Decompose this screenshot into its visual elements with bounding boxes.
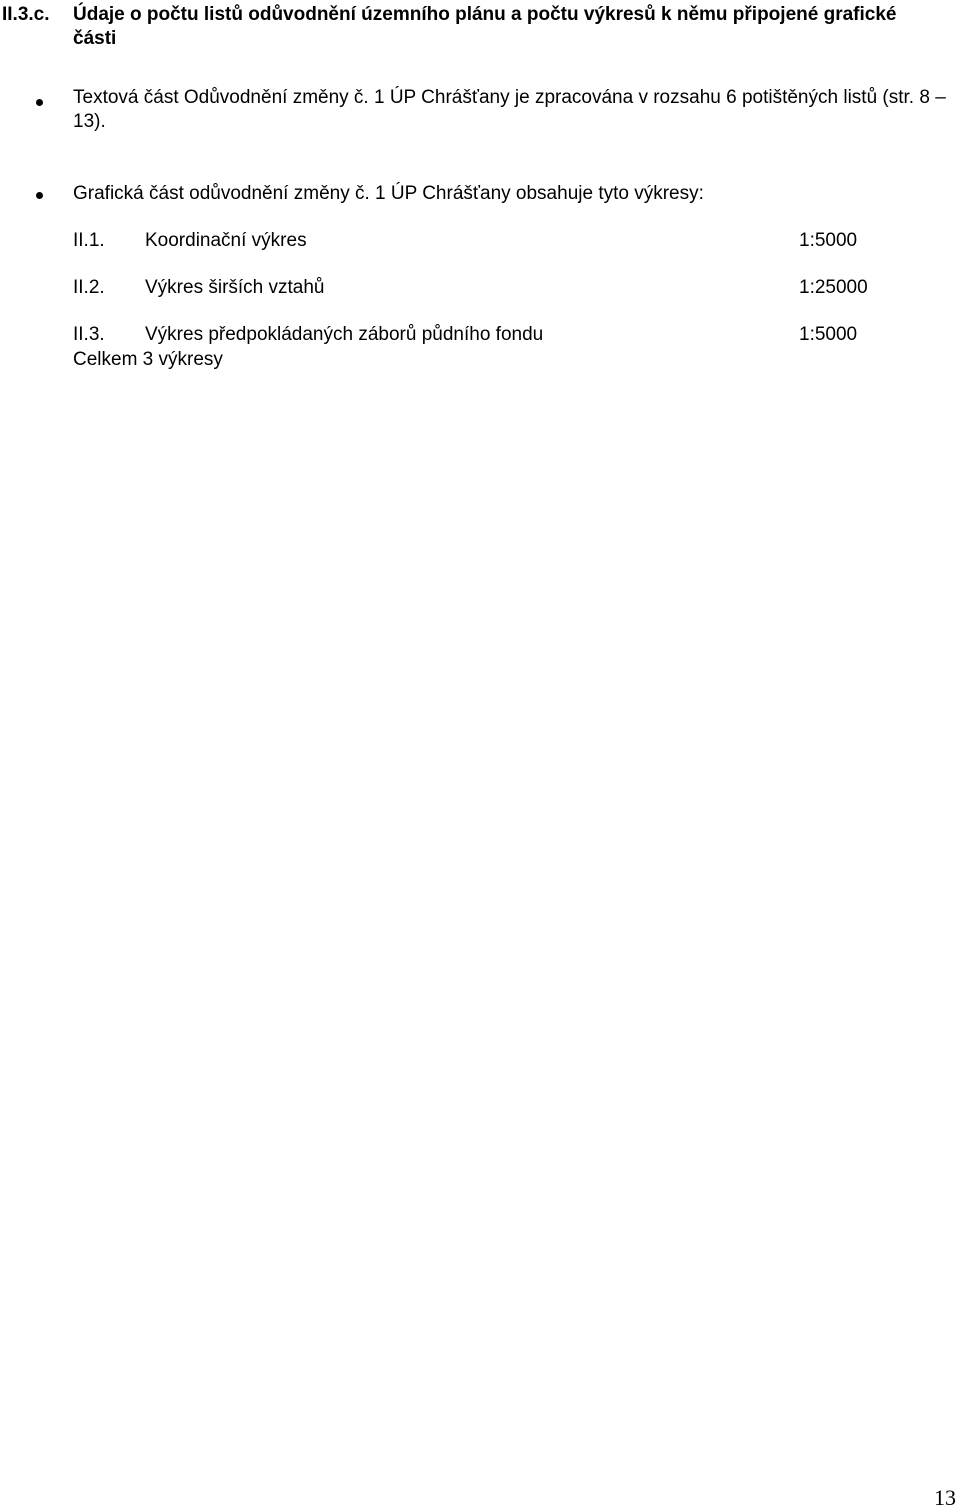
section-number: II.3.c.: [2, 4, 50, 25]
drawing-name: Výkres širších vztahů: [145, 277, 325, 298]
drawing-code: II.3.: [73, 324, 105, 345]
text-part-paragraph: Textová část Odůvodnění změny č. 1 ÚP Chrášťany je zpracována v rozsahu 6 potištěných listů (str. 8 – 13).: [73, 87, 946, 132]
bullet-icon: [36, 192, 43, 199]
page-number: 13: [934, 1485, 956, 1510]
drawing-scale: 1:5000: [799, 230, 858, 251]
drawing-code: II.1.: [73, 230, 105, 251]
drawing-name: Koordinační výkres: [145, 230, 307, 251]
drawing-row: [73, 323, 953, 347]
drawing-row: [73, 276, 953, 300]
drawing-name: Výkres předpokládaných záborů půdního fondu: [145, 324, 544, 345]
drawing-row: [73, 229, 953, 253]
drawing-scale: 1:25000: [799, 277, 868, 298]
drawings-total: Celkem 3 výkresy: [73, 349, 223, 370]
drawing-scale: 1:5000: [799, 324, 858, 345]
graphic-part-paragraph: Grafická část odůvodnění změny č. 1 ÚP Chrášťany obsahuje tyto výkresy:: [73, 183, 704, 204]
bullet-icon: [36, 99, 43, 106]
drawing-code: II.2.: [73, 277, 105, 298]
section-title: Údaje o počtu listů odůvodnění územního plánu a počtu výkresů k němu připojené grafické části: [73, 4, 897, 49]
